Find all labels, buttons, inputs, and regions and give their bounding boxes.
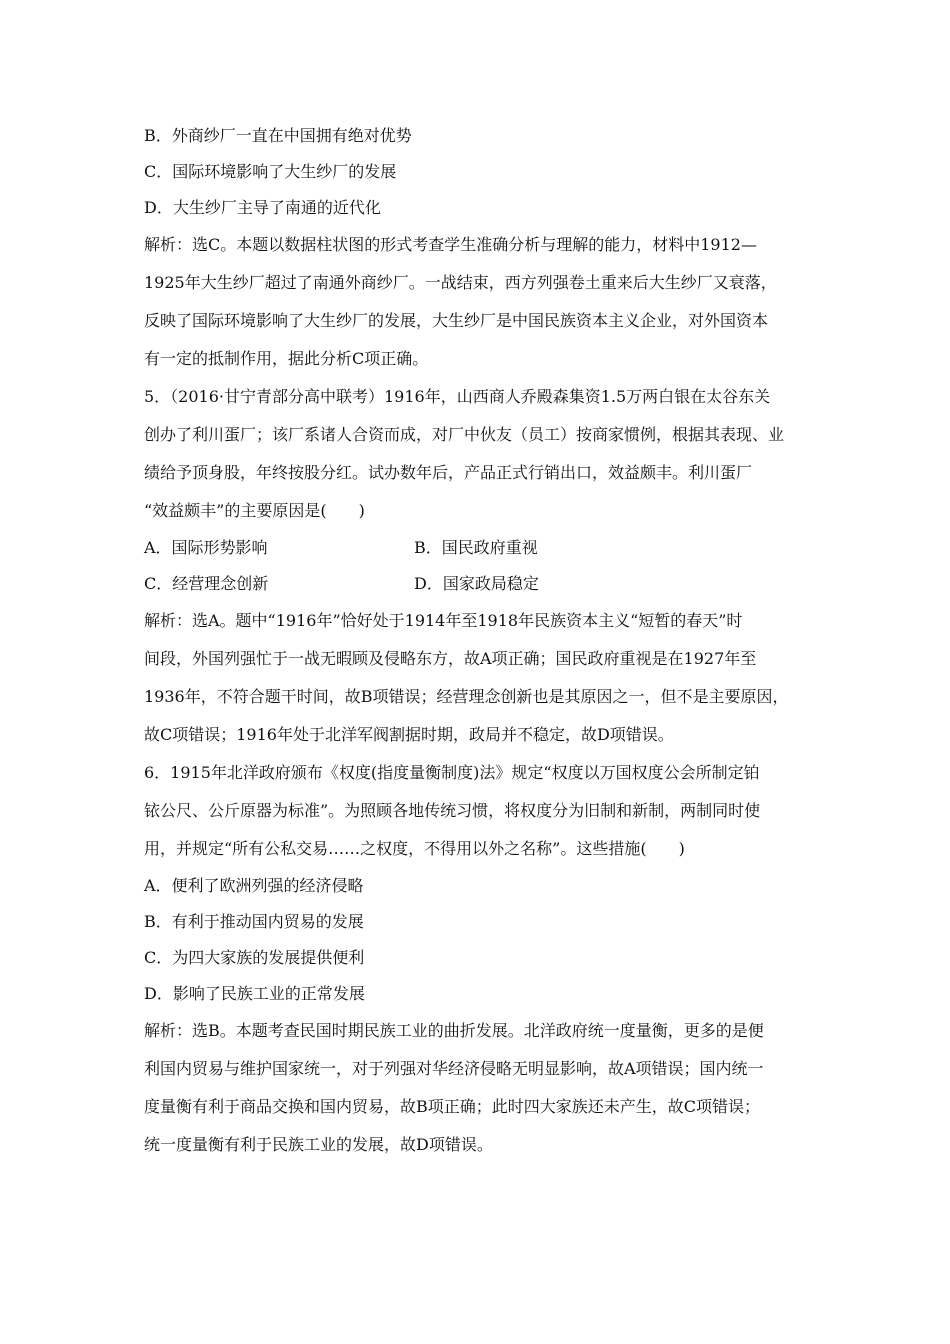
q5-stem xyxy=(144,378,810,530)
stem-line: 铱公尺、公斤原器为标准”。为照顾各地传统习惯，将权度分为旧制和新制，两制同时使 xyxy=(144,801,761,820)
q6-option-a: A．便利了欧洲列强的经济侵略 xyxy=(144,876,364,895)
analysis-line: 反映了国际环境影响了大生纱厂的发展，大生纱厂是中国民族资本主义企业，对外国资本 xyxy=(144,311,769,330)
analysis-line: 利国内贸易与维护国家统一，对于列强对华经济侵略无明显影响，故A项错误；国内统一 xyxy=(144,1059,764,1078)
q6-option-b: B．有利于推动国内贸易的发展 xyxy=(144,912,364,931)
q4-analysis xyxy=(144,226,810,378)
q6-option-d: D．影响了民族工业的正常发展 xyxy=(144,984,365,1003)
q5-option-b: B．国民政府重视 xyxy=(414,538,538,557)
analysis-line: 解析：选A。题中“1916年”恰好处于1914年至1918年民族资本主义“短暂的春天”时 xyxy=(144,611,743,630)
analysis-line: 解析：选B。本题考查民国时期民族工业的曲折发展。北洋政府统一度量衡，更多的是便 xyxy=(144,1021,764,1040)
q5-analysis xyxy=(144,602,810,754)
analysis-line: 1925年大生纱厂超过了南通外商纱厂。一战结束，西方列强卷土重来后大生纱厂又衰落， xyxy=(144,273,777,292)
q6-option-c: C．为四大家族的发展提供便利 xyxy=(144,948,365,967)
stem-line: 用，并规定“所有公私交易……之权度，不得用以外之名称”。这些措施( ) xyxy=(144,839,685,858)
q6-stem xyxy=(144,754,810,868)
q5-option-d: D．国家政局稳定 xyxy=(414,574,539,593)
analysis-line: 解析：选C。本题以数据柱状图的形式考查学生准确分析与理解的能力，材料中1912— xyxy=(144,235,757,254)
stem-line: 6．1915年北洋政府颁布《权度(指度量衡制度)法》规定“权度以万国权度公会所制定铂 xyxy=(144,763,760,782)
stem-line: 创办了利川蛋厂；该厂系诸人合资而成，对厂中伙友（员工）按商家惯例，根据其表现、业 xyxy=(144,425,785,444)
stem-line: 绩给予顶身股，年终按股分红。试办数年后，产品正式行销出口，效益颇丰。利川蛋厂 xyxy=(144,463,753,482)
analysis-line: 间段，外国列强忙于一战无暇顾及侵略东方，故A项正确；国民政府重视是在1927年至 xyxy=(144,649,757,668)
question-5 xyxy=(144,378,810,754)
stem-line: “效益颇丰”的主要原因是( ) xyxy=(144,501,365,520)
stem-line: 5．（2016·甘宁青部分高中联考）1916年，山西商人乔殿森集资1.5万两白银在太谷东关 xyxy=(144,387,771,406)
analysis-line: 1936年，不符合题干时间，故B项错误；经营理念创新也是其原因之一，但不是主要原因， xyxy=(144,687,789,706)
question-6 xyxy=(144,754,810,1164)
q5-option-a: A．国际形势影响 xyxy=(144,538,268,557)
analysis-line: 度量衡有利于商品交换和国内贸易，故B项正确；此时四大家族还未产生，故C项错误； xyxy=(144,1097,761,1116)
q5-options-row-1 xyxy=(144,530,810,566)
q5-options-row-2 xyxy=(144,566,810,602)
q4-option-d: D．大生纱厂主导了南通的近代化 xyxy=(144,198,381,217)
question-4-tail xyxy=(144,118,810,378)
q5-option-c: C．经营理念创新 xyxy=(144,574,269,593)
analysis-line: 有一定的抵制作用，据此分析C项正确。 xyxy=(144,349,429,368)
page-content xyxy=(144,118,810,1164)
q6-analysis xyxy=(144,1012,810,1164)
analysis-line: 统一度量衡有利于民族工业的发展，故D项错误。 xyxy=(144,1135,493,1154)
analysis-line: 故C项错误；1916年处于北洋军阀割据时期，政局并不稳定，故D项错误。 xyxy=(144,725,674,744)
q4-option-c: C．国际环境影响了大生纱厂的发展 xyxy=(144,162,397,181)
q4-option-b: B．外商纱厂一直在中国拥有绝对优势 xyxy=(144,126,412,145)
